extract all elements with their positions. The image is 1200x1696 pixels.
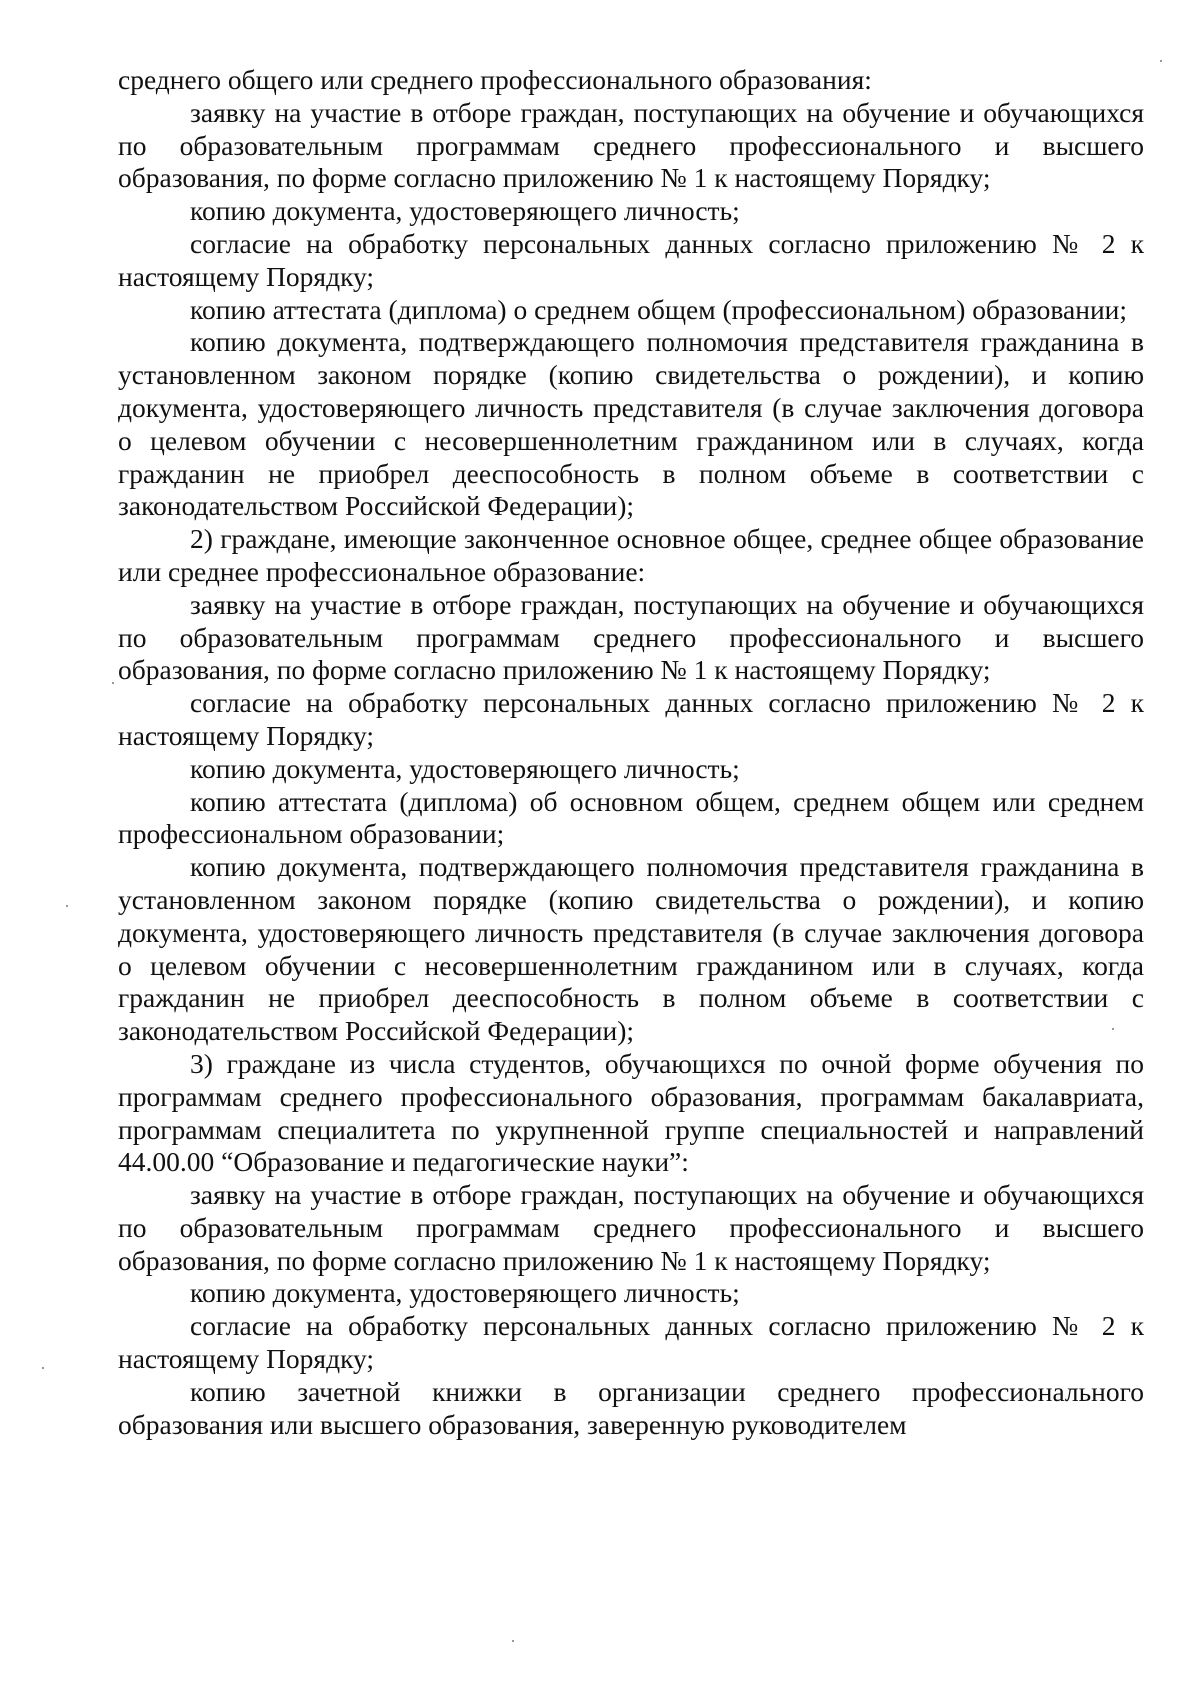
paragraph-continuation: среднего общего или среднего профессионального образования:: [118, 64, 872, 95]
scan-speck: [512, 1640, 514, 1642]
paragraph-representative-1: копию документа, подтверждающего полномочия представителя гражданина в установленном законом порядке (копию свидетельства о рождении), и копию документа, удостоверяющего личность представителя (в случае заключения договора о целевом обучении с несовершеннолетним гражданином или в случаях, когда гражданин не приобрел дееспособность в полном объеме в соответствии с законодательством Российской Федерации);: [118, 326, 1144, 522]
paragraph-id-copy-1: копию документа, удостоверяющего личность;: [190, 195, 740, 227]
scan-speck: [66, 905, 68, 907]
paragraph-consent-3: согласие на обработку персональных данных согласно приложению № 2 к настоящему Порядку;: [118, 1310, 1144, 1375]
scan-speck: [112, 682, 114, 684]
paragraph-application-3: заявку на участие в отборе граждан, поступающих на обучение и обучающихся по образовательным программам среднего профессионального и высшего образования, по форме согласно приложению № 1 к настоящему Порядку;: [118, 1179, 1144, 1276]
scan-speck: [1160, 60, 1162, 62]
scan-speck: [42, 1367, 44, 1369]
paragraph-record-book: копию зачетной книжки в организации среднего профессионального образования или высшего образования, заверенную руководителем: [118, 1375, 1144, 1440]
paragraph-certificate-2: копию аттестата (диплома) об основном общем, среднем общем или среднем профессиональном образовании;: [118, 785, 1144, 850]
document-body: [118, 64, 1144, 1441]
paragraph-item-2: 2) граждане, имеющие законченное основное общее, среднее общее образование или среднее профессиональное образование:: [118, 523, 1144, 587]
paragraph-application-1: заявку на участие в отборе граждан, поступающих на обучение и обучающихся по образовательным программам среднего профессионального и высшего образования, по форме согласно приложению № 1 к настоящему Порядку;: [118, 96, 1144, 194]
paragraph-application-2: заявку на участие в отборе граждан, поступающих на обучение и обучающихся по образовательным программам среднего профессионального и высшего образования, по форме согласно приложению № 1 к настоящему Порядку;: [118, 588, 1144, 686]
scan-speck: [1112, 1028, 1114, 1030]
paragraph-item-3: 3) граждане из числа студентов, обучающихся по очной форме обучения по программам среднего профессионального образования, программам бакалавриата, программам специалитета по укрупненной группе специальностей и направлений 44.00.00 “Образование и педагогические науки”:: [118, 1047, 1144, 1178]
paragraph-consent-1: согласие на обработку персональных данных согласно приложению № 2 к настоящему Порядку;: [118, 227, 1144, 292]
paragraph-id-copy-2: копию документа, удостоверяющего личность;: [190, 752, 740, 784]
paragraph-representative-2: копию документа, подтверждающего полномочия представителя гражданина в установленном законом порядке (копию свидетельства о рождении), и копию документа, удостоверяющего личность представителя (в случае заключения договора о целевом обучении с несовершеннолетним гражданином или в случаях, когда гражданин не приобрел дееспособность в полном объеме в соответствии с законодательством Российской Федерации);: [118, 851, 1144, 1047]
paragraph-consent-2: согласие на обработку персональных данных согласно приложению № 2 к настоящему Порядку;: [118, 687, 1144, 751]
paragraph-id-copy-3: копию документа, удостоверяющего личность;: [190, 1277, 740, 1309]
paragraph-certificate-1: копию аттестата (диплома) о среднем общем (профессиональном) образовании;: [190, 293, 1128, 325]
